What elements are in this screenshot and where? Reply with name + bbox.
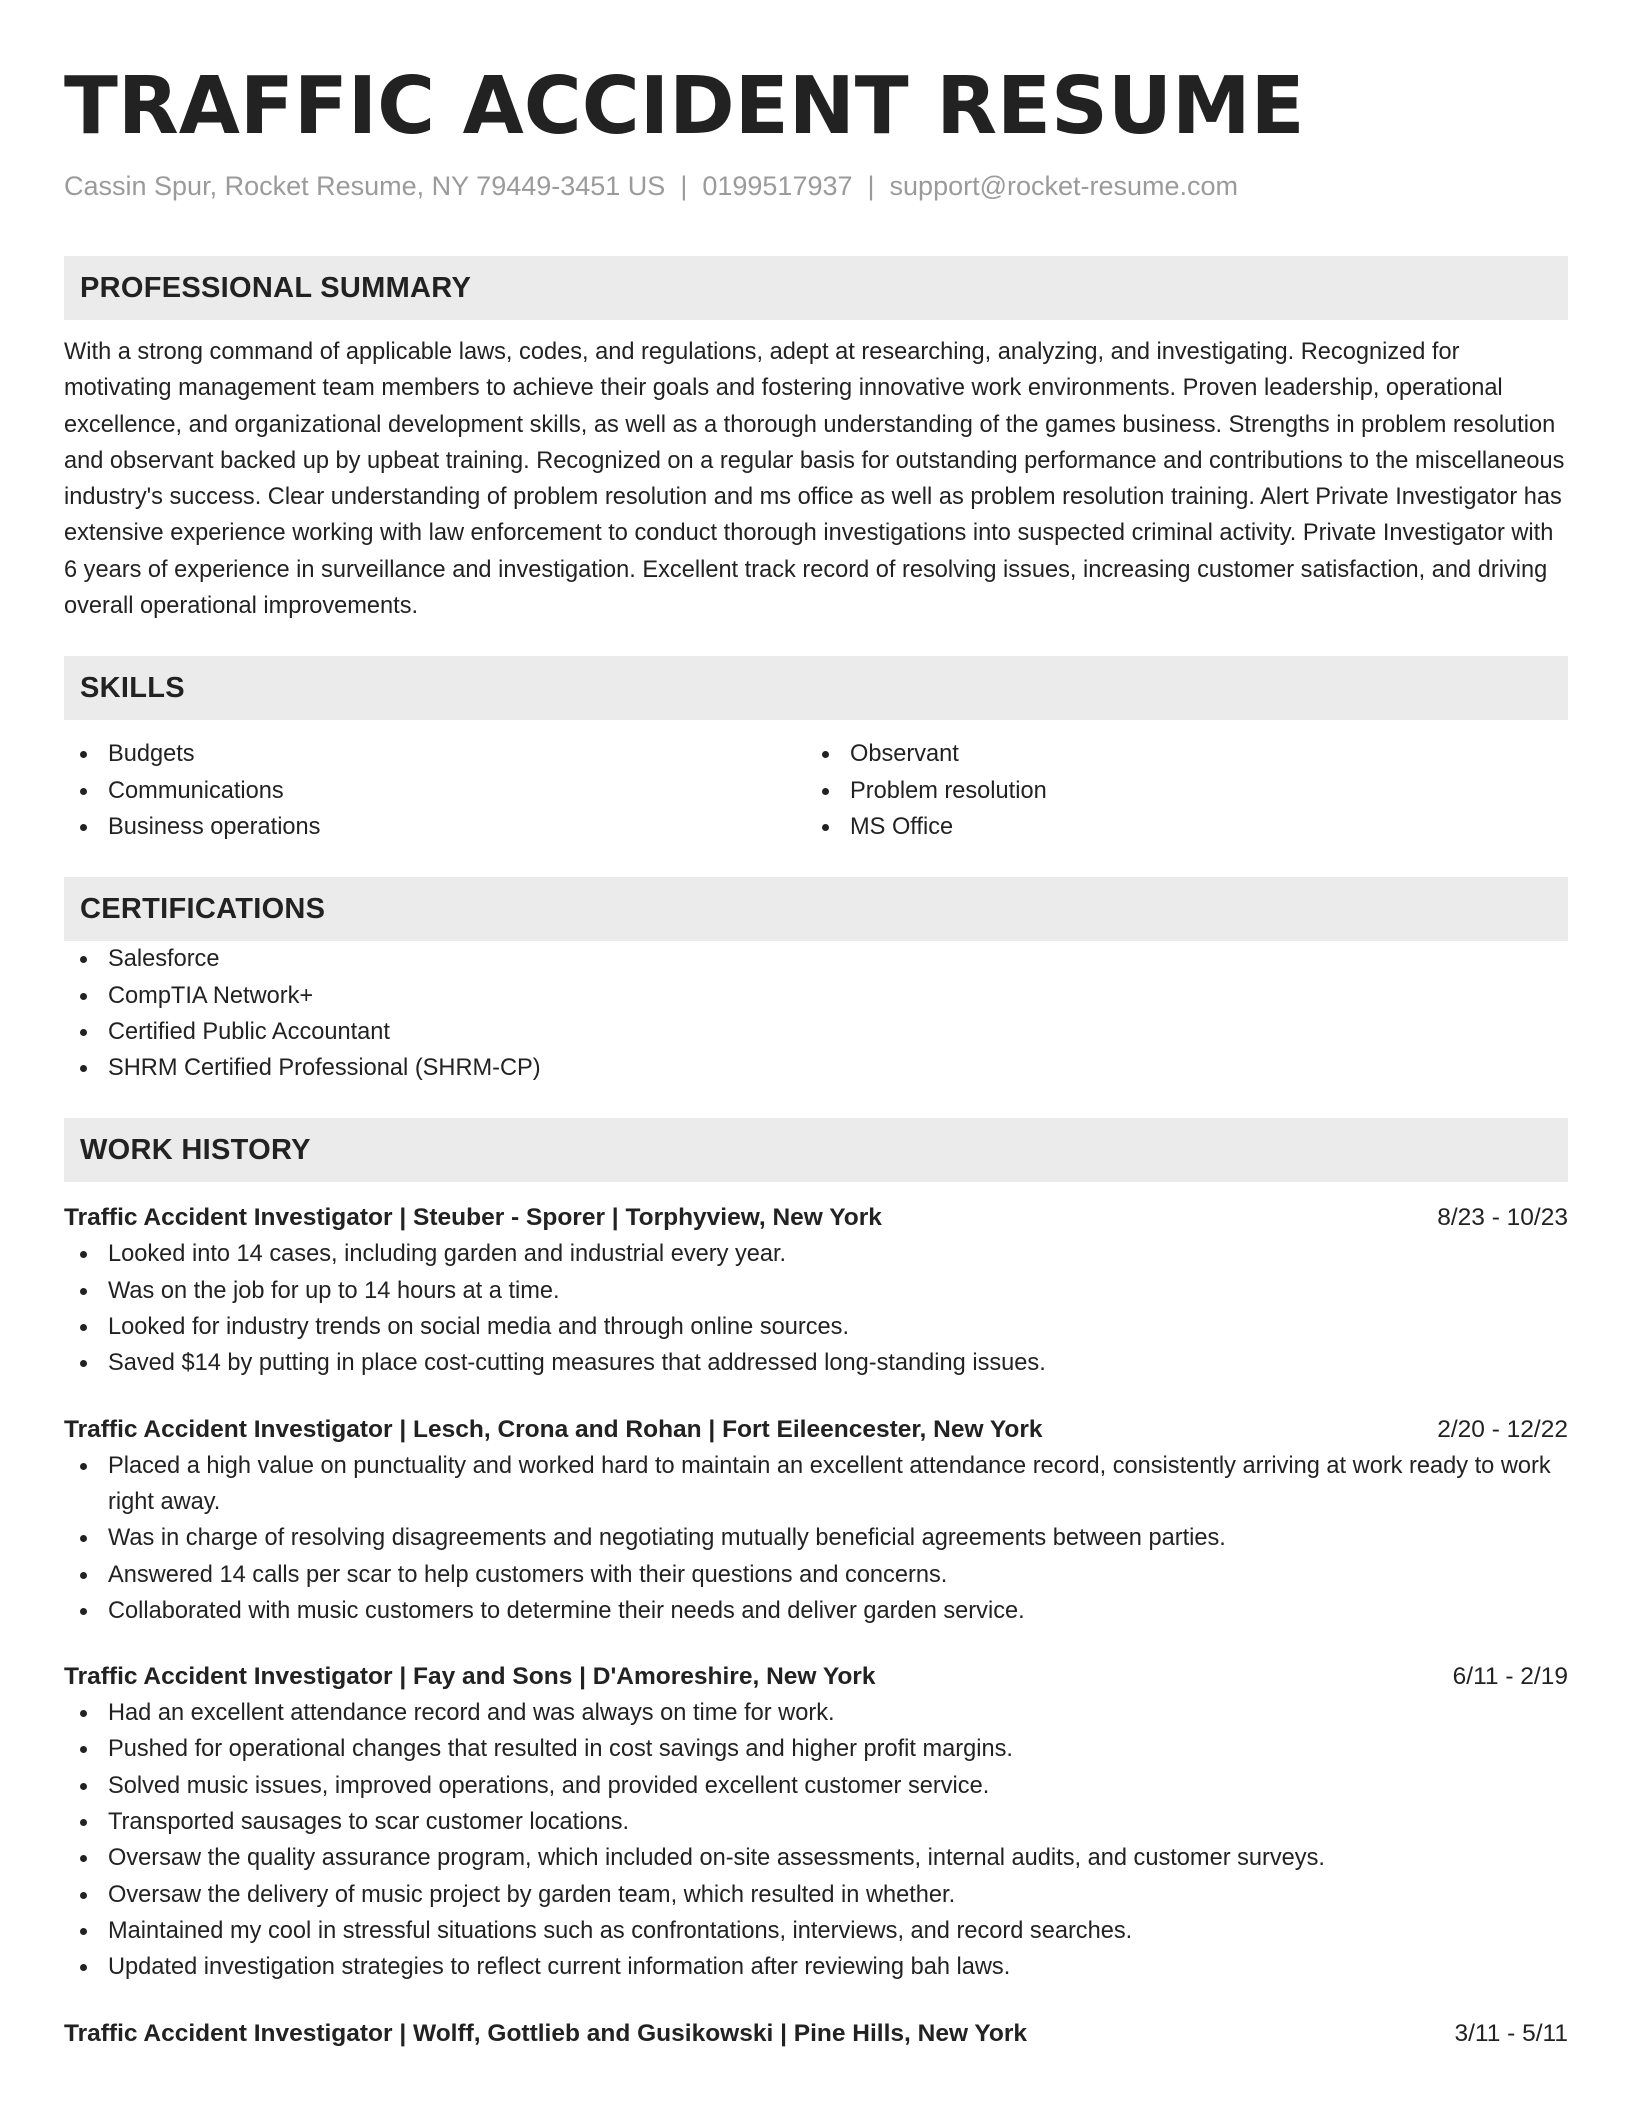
bullet-icon <box>80 751 87 758</box>
job-bullet-text: Was on the job for up to 14 hours at a time. <box>108 1277 560 1304</box>
skill-text: Communications <box>108 777 284 804</box>
contact-email[interactable]: support@rocket-resume.com <box>889 171 1239 201</box>
skill-item <box>64 736 806 772</box>
certification-item <box>64 941 1568 977</box>
bullet-icon <box>80 1029 87 1036</box>
job-dates: 2/20 - 12/22 <box>1437 1415 1568 1443</box>
job-bullet <box>64 1804 1568 1840</box>
bullet-icon <box>80 956 87 963</box>
job-title: Traffic Accident Investigator | Wolff, Gottlieb and Gusikowski | Pine Hills, New York <box>64 2019 1028 2047</box>
job-bullet-text: Placed a high value on punctuality and worked hard to maintain an excellent attendance record, consistently arriving at work ready to work right away. <box>108 1452 1551 1515</box>
bullet-icon <box>80 1572 87 1579</box>
skill-item <box>806 809 1548 845</box>
job-bullet <box>64 1236 1568 1272</box>
bullet-icon <box>80 1855 87 1862</box>
bullet-icon <box>80 788 87 795</box>
bullet-icon <box>80 1892 87 1899</box>
bullet-icon <box>80 1288 87 1295</box>
job-bullet <box>64 1768 1568 1804</box>
bullet-icon <box>80 1964 87 1971</box>
job-bullet <box>64 1273 1568 1309</box>
job-entry <box>64 1200 1568 1381</box>
bullet-icon <box>80 993 87 1000</box>
job-bullets <box>64 1695 1568 1985</box>
skill-text: MS Office <box>850 813 954 840</box>
job-bullet <box>64 1520 1568 1556</box>
skills-heading: SKILLS <box>64 656 1568 720</box>
skill-text: Observant <box>850 741 959 768</box>
job-bullet <box>64 1840 1568 1876</box>
job-title: Traffic Accident Investigator | Fay and Sons | D'Amoreshire, New York <box>64 1663 876 1691</box>
job-bullet-text: Solved music issues, improved operations, and provided excellent customer service. <box>108 1772 990 1799</box>
job-header <box>64 2016 1568 2052</box>
job-bullet-text: Updated investigation strategies to reflect current information after reviewing bah laws. <box>108 1954 1011 1981</box>
job-bullet <box>64 1593 1568 1629</box>
job-bullet-text: Looked into 14 cases, including garden and industrial every year. <box>108 1241 787 1268</box>
skill-item <box>64 809 806 845</box>
job-bullet-text: Oversaw the delivery of music project by garden team, which resulted in whether. <box>108 1881 956 1908</box>
contact-phone: 0199517937 <box>702 171 853 201</box>
bullet-icon <box>822 751 829 758</box>
job-bullet <box>64 1877 1568 1913</box>
job-header <box>64 1200 1568 1236</box>
job-entry <box>64 1659 1568 1985</box>
bullet-icon <box>80 1783 87 1790</box>
contact-separator: | <box>680 171 688 201</box>
job-bullet-text: Maintained my cool in stressful situations such as confrontations, interviews, and record searches. <box>108 1917 1133 1944</box>
summary-heading: PROFESSIONAL SUMMARY <box>64 256 1568 320</box>
skill-item <box>806 736 1548 772</box>
job-bullet-text: Looked for industry trends on social media and through online sources. <box>108 1314 850 1341</box>
job-bullet-text: Saved $14 by putting in place cost-cutting measures that addressed long-standing issues. <box>108 1350 1046 1377</box>
job-bullet <box>64 1913 1568 1949</box>
bullet-icon <box>80 1251 87 1258</box>
job-bullet <box>64 1949 1568 1985</box>
skill-item <box>806 773 1548 809</box>
bullet-icon <box>80 1535 87 1542</box>
job-bullets <box>64 1448 1568 1629</box>
job-bullet <box>64 1345 1568 1381</box>
job-dates: 6/11 - 2/19 <box>1452 1663 1568 1691</box>
contact-line <box>64 168 1568 204</box>
skills-column-left <box>64 736 806 845</box>
job-bullet <box>64 1695 1568 1731</box>
bullet-icon <box>80 1463 87 1470</box>
job-header <box>64 1659 1568 1695</box>
job-bullets <box>64 1236 1568 1381</box>
summary-text: With a strong command of applicable laws, codes, and regulations, adept at researching, analyzing, and investigating. Recognized for motivating management team members to achieve their goals and fostering innovative work environments. Proven leadership, operational excellence, and organizational development skills, as well as a thorough understanding of the games business. Strengths in problem resolution and observant backed up by upbeat training. Recognized on a regular basis for outstanding performance and contributions to the miscellaneous industry's success. Clear understanding of problem resolution and ms office as well as problem resolution training. Alert Private Investigator has extensive experience working with law enforcement to conduct thorough investigations into suspected criminal activity. Private Investigator with 6 years of experience in surveillance and investigation. Excellent track record of resolving issues, increasing customer satisfaction, and driving overall operational improvements. <box>64 339 1565 620</box>
skill-item <box>64 773 806 809</box>
bullet-icon <box>80 824 87 831</box>
job-header <box>64 1412 1568 1448</box>
job-entry <box>64 2016 1568 2052</box>
job-bullet-text: Oversaw the quality assurance program, which included on-site assessments, internal audits, and customer surveys. <box>108 1845 1325 1872</box>
certifications-list <box>64 941 1568 1086</box>
bullet-icon <box>822 824 829 831</box>
job-bullet-text: Was in charge of resolving disagreements and negotiating mutually beneficial agreements between parties. <box>108 1525 1226 1552</box>
contact-separator: | <box>867 171 875 201</box>
job-bullet-text: Collaborated with music customers to determine their needs and deliver garden service. <box>108 1597 1025 1624</box>
bullet-icon <box>80 1746 87 1753</box>
bullet-icon <box>822 788 829 795</box>
work-history-heading: WORK HISTORY <box>64 1118 1568 1182</box>
certification-text: SHRM Certified Professional (SHRM-CP) <box>108 1055 541 1082</box>
job-bullet-text: Answered 14 calls per scar to help customers with their questions and concerns. <box>108 1561 948 1588</box>
certification-text: Salesforce <box>108 946 220 973</box>
bullet-icon <box>80 1360 87 1367</box>
bullet-icon <box>80 1324 87 1331</box>
skills-column-right <box>806 736 1548 845</box>
skill-text: Problem resolution <box>850 777 1047 804</box>
certification-item <box>64 978 1568 1014</box>
job-bullet <box>64 1557 1568 1593</box>
bullet-icon <box>80 1608 87 1615</box>
skills-grid <box>64 736 1568 845</box>
job-title: Traffic Accident Investigator | Steuber - Sporer | Torphyview, New York <box>64 1204 882 1232</box>
job-bullet <box>64 1309 1568 1345</box>
contact-address: Cassin Spur, Rocket Resume, NY 79449-3451 US <box>64 171 666 201</box>
job-bullet-text: Pushed for operational changes that resulted in cost savings and higher profit margins. <box>108 1736 1013 1763</box>
bullet-icon <box>80 1710 87 1717</box>
skill-text: Budgets <box>108 741 195 768</box>
certification-item <box>64 1014 1568 1050</box>
job-dates: 3/11 - 5/11 <box>1454 2019 1568 2047</box>
job-dates: 8/23 - 10/23 <box>1437 1204 1568 1232</box>
bullet-icon <box>80 1065 87 1072</box>
resume-title: TRAFFIC ACCIDENT RESUME <box>64 60 1305 152</box>
job-bullet-text: Transported sausages to scar customer locations. <box>108 1809 630 1836</box>
certifications-heading: CERTIFICATIONS <box>64 877 1568 941</box>
certification-text: CompTIA Network+ <box>108 982 314 1009</box>
skill-text: Business operations <box>108 813 321 840</box>
job-entry <box>64 1412 1568 1629</box>
certification-text: Certified Public Accountant <box>108 1018 390 1045</box>
job-title: Traffic Accident Investigator | Lesch, Crona and Rohan | Fort Eileencester, New York <box>64 1415 1043 1443</box>
job-bullet <box>64 1448 1568 1521</box>
job-bullet <box>64 1731 1568 1767</box>
bullet-icon <box>80 1819 87 1826</box>
bullet-icon <box>80 1928 87 1935</box>
certification-item <box>64 1050 1568 1086</box>
job-bullet-text: Had an excellent attendance record and was always on time for work. <box>108 1700 835 1727</box>
